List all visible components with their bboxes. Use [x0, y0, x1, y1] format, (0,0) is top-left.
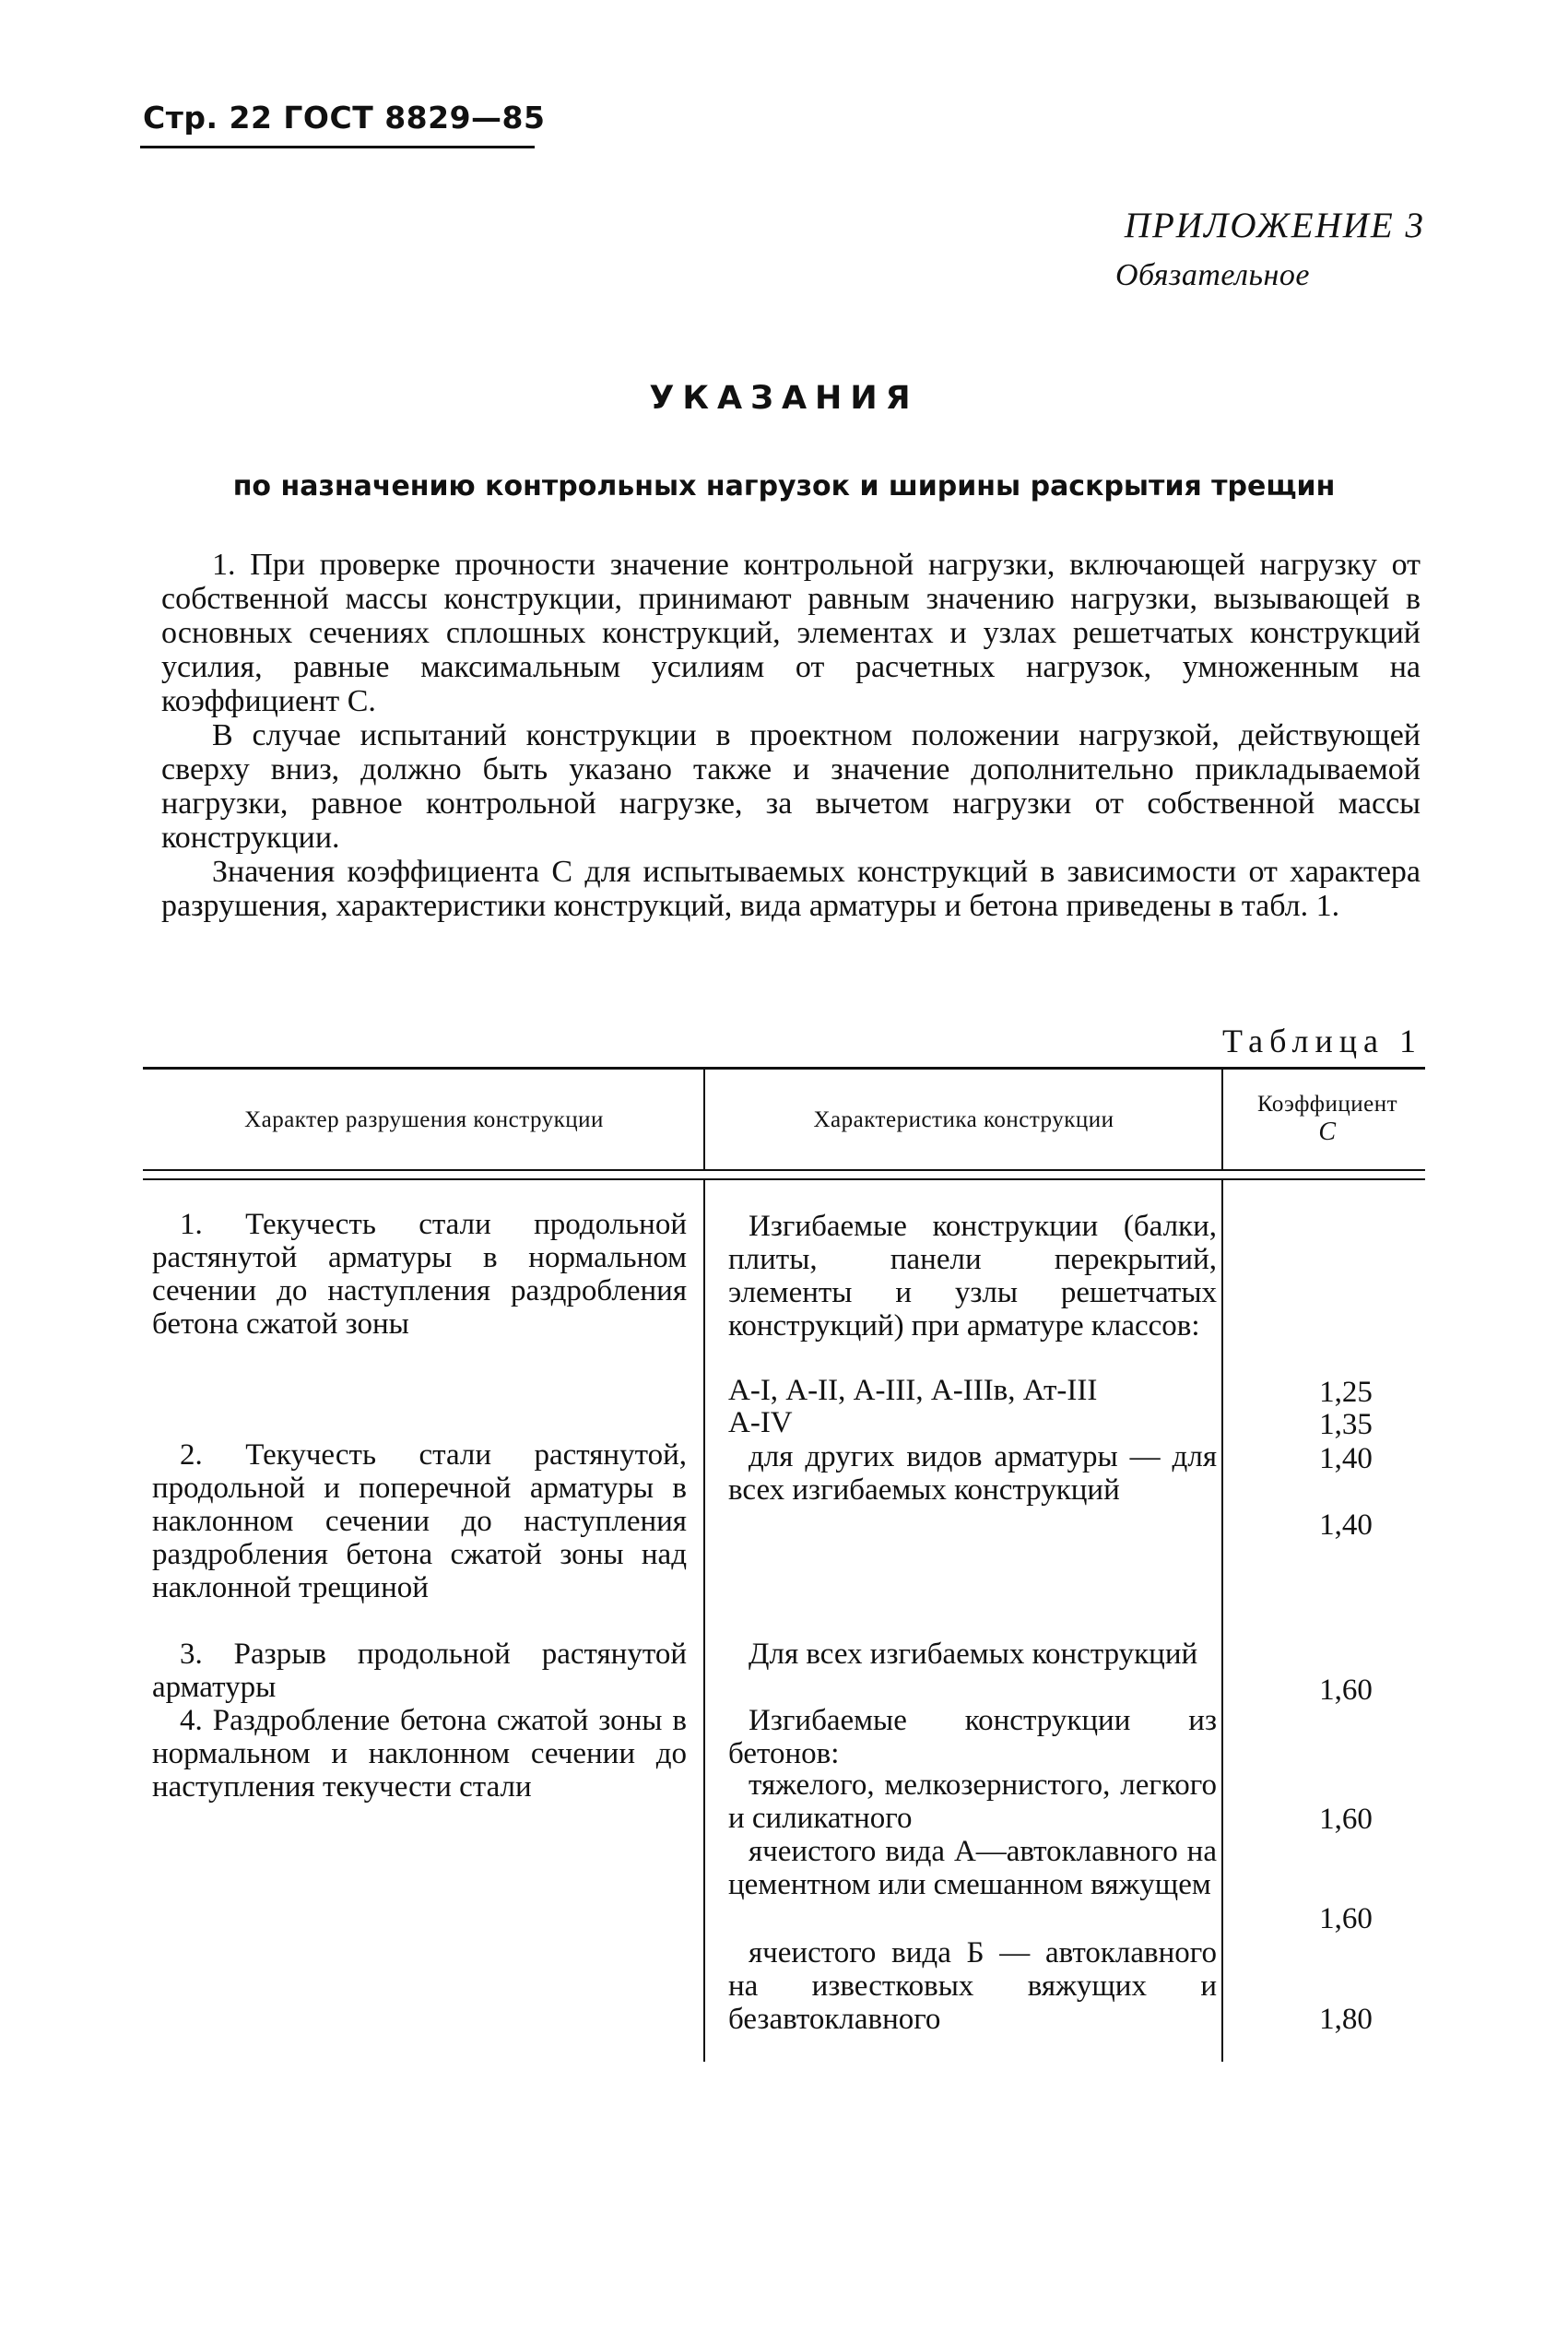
coefficient-value: 1,40 — [1319, 1442, 1373, 1475]
failure-mode-1: 1. Текучесть стали продольной растянутой арматуры в нормальном сечении до наступления раздробления бетона сжатой зоны — [152, 1208, 687, 1341]
failure-mode-3: 3. Разрыв продольной растянутой арматуры — [152, 1638, 687, 1704]
header-characteristic: Характеристика конструкции — [813, 1107, 1114, 1132]
coefficient-value: 1,25 — [1319, 1376, 1373, 1409]
header-underline — [140, 146, 535, 148]
characteristic-bending-intro: Изгибаемые конструкции (балки, плиты, панели перекрытий, элементы и узлы решетчатых конструкций) при арматуре классов: — [728, 1210, 1217, 1343]
characteristic-other-rebar: для других видов арматуры — для всех изгибаемых конструкций — [728, 1440, 1217, 1507]
failure-mode-4: 4. Раздробление бетона сжатой зоны в нормальном и наклонном сечении до наступления текучести стали — [152, 1704, 687, 1804]
paragraph-3: Значения коэффициента С для испытываемых конструкций в зависимости от характера разрушения, характеристики конструкций, вида арматуры и бетона приведены в табл. 1. — [161, 855, 1421, 923]
appendix-title: ПРИЛОЖЕНИЕ 3 — [1124, 206, 1425, 245]
column-divider-2 — [1221, 1180, 1223, 2062]
header-failure-mode: Характер разрушения конструкции — [244, 1107, 604, 1132]
header-divider-2 — [1221, 1070, 1223, 1169]
page-header: Стр. 22 ГОСТ 8829—85 — [143, 100, 546, 136]
table-header-rule-2 — [143, 1178, 1425, 1180]
document-body — [161, 548, 1421, 923]
document-subtitle: по назначению контрольных нагрузок и ширины раскрытия трещин — [232, 470, 1336, 503]
coefficient-value: 1,40 — [1319, 1508, 1373, 1542]
appendix-status: Обязательное — [1115, 258, 1310, 292]
paragraph-2: В случае испытаний конструкции в проектном положении нагрузкой, действующей сверху вниз, должно быть указано также и значение дополнительно прикладываемой нагрузки, равное контрольной нагрузке, за вычетом нагрузки от собственной массы конструкции. — [161, 718, 1421, 855]
coefficient-value: 1,60 — [1319, 1674, 1373, 1707]
document-title: УКАЗАНИЯ — [649, 380, 919, 417]
characteristic-heavy-concrete: тяжелого, мелкозернистого, легкого и силикатного — [728, 1768, 1217, 1835]
characteristic-cellular-b: ячеистого вида Б — автоклавного на известковых вяжущих и безавтоклавного — [728, 1936, 1217, 2036]
table-header-rule-1 — [143, 1169, 1425, 1171]
characteristic-rebar-group-2: А-IV — [728, 1406, 793, 1439]
characteristic-concrete-intro: Изгибаемые конструкции из бетонов: — [728, 1704, 1217, 1770]
header-divider-1 — [703, 1070, 705, 1169]
header-coefficient-symbol: С — [1318, 1118, 1337, 1146]
table-label: Таблица 1 — [1222, 1023, 1422, 1059]
paragraph-1: 1. При проверке прочности значение контрольной нагрузки, включающей нагрузку от собственной массы конструкции, принимают равным значению нагрузки, вызывающей в основных сечениях сплошных конструкций, элементах и узлах решетчатых конструкций усилия, равные максимальным усилиям от расчетных нагрузок, умноженным на коэффициент С. — [161, 548, 1421, 718]
failure-mode-2: 2. Текучесть стали растянутой, продольной и поперечной арматуры в наклонном сечении до наступления раздробления бетона сжатой зоны над наклонной трещиной — [152, 1438, 687, 1604]
characteristic-rebar-group-1: А-I, А-II, А-III, А-IIIв, Ат-III — [728, 1374, 1098, 1407]
coefficient-value: 1,35 — [1319, 1408, 1373, 1441]
column-divider-1 — [703, 1180, 705, 2062]
header-coefficient — [1226, 1091, 1429, 1146]
table-top-rule — [143, 1067, 1425, 1070]
characteristic-all-bending: Для всех изгибаемых конструкций — [749, 1638, 1198, 1671]
coefficient-value: 1,60 — [1319, 1902, 1373, 1935]
header-coefficient-label: Коэффициент — [1256, 1092, 1398, 1117]
coefficient-value: 1,60 — [1319, 1803, 1373, 1836]
characteristic-cellular-a: ячеистого вида А—автоклавного на цементном или смешанном вяжущем — [728, 1835, 1217, 1901]
coefficient-value: 1,80 — [1319, 2003, 1373, 2036]
